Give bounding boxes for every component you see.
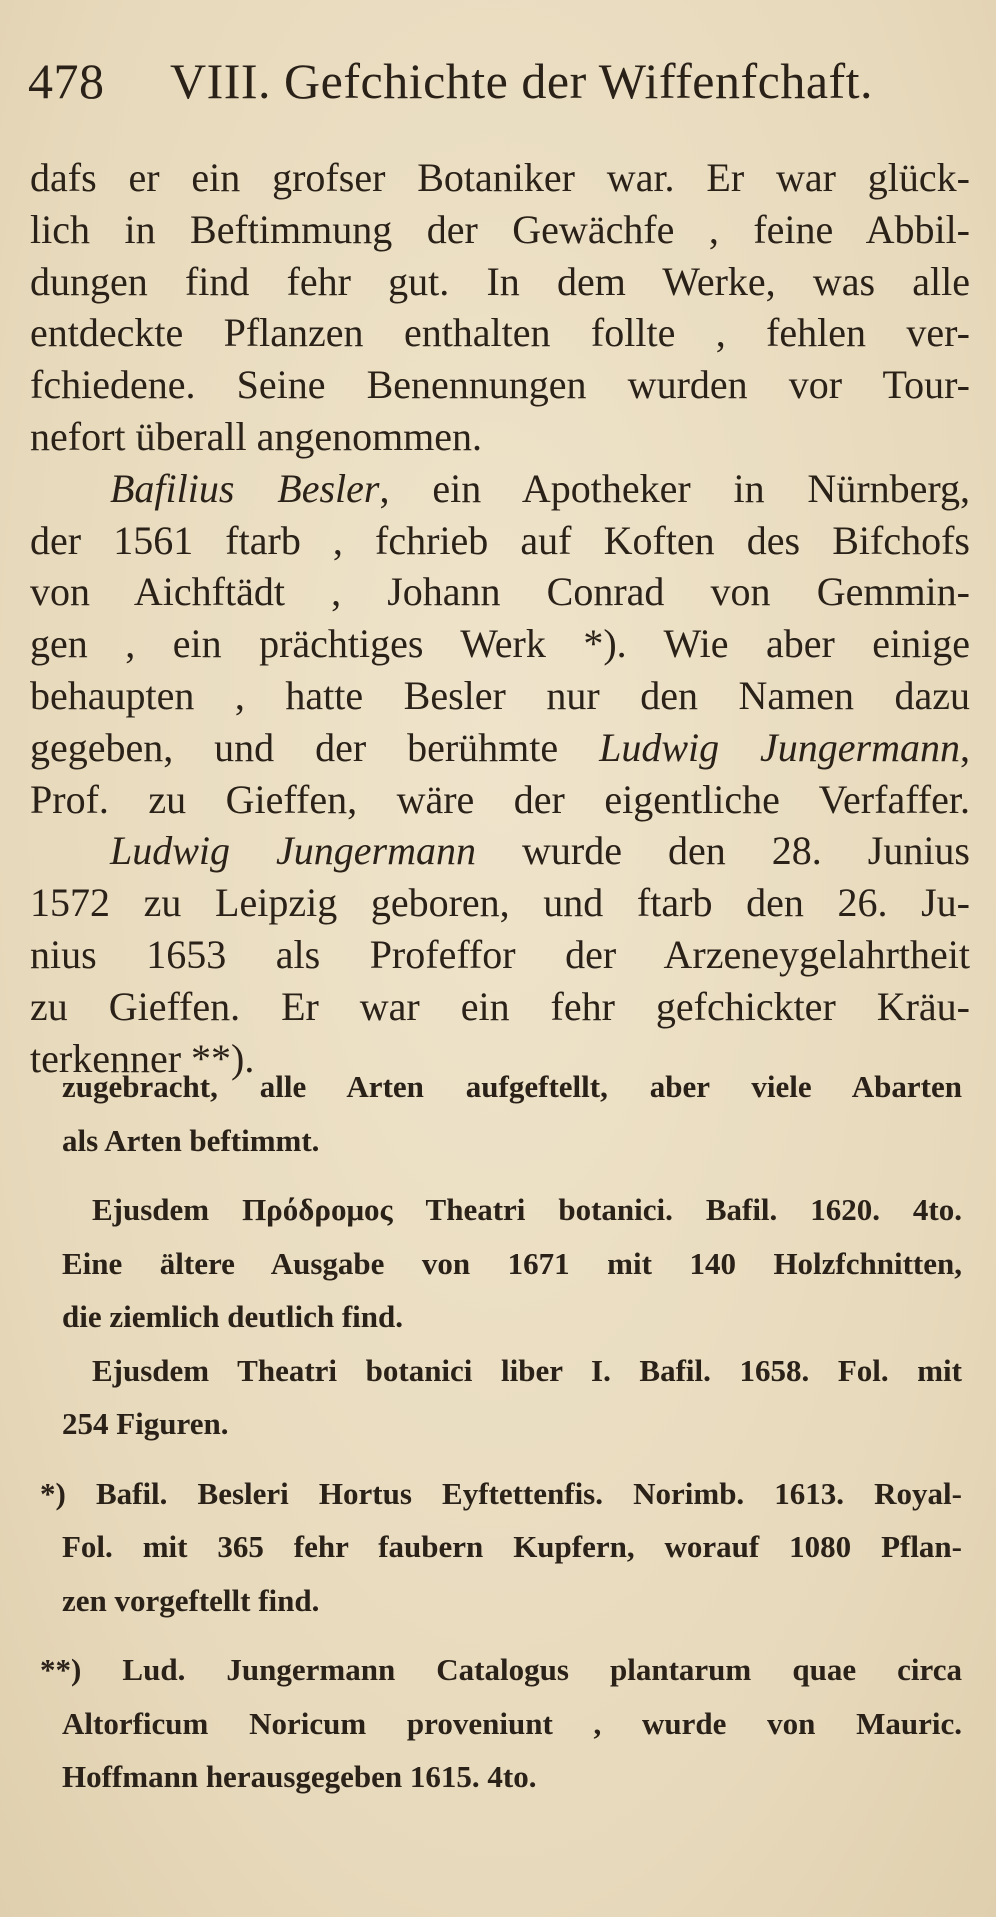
footnote-line: Hoffmann herausgegeben 1615. 4to.	[62, 1759, 537, 1794]
page-number: 478	[28, 53, 105, 109]
person-name-besler: Bafilius Besler	[110, 465, 380, 511]
footnote-line: Ejusdem Theatri botanici liber I. Bafil. 1658. Fol. mit	[92, 1352, 962, 1388]
person-name-jungermann: Ludwig Jungermann	[599, 724, 960, 770]
footnote-line: 254 Figuren.	[62, 1406, 229, 1441]
footnote-line: die ziemlich deutlich find.	[62, 1299, 403, 1334]
text-line: behaupten , hatte Besler nur den Namen dazu	[30, 672, 970, 718]
text-line: dungen find fehr gut. In dem Werke, was alle	[30, 258, 970, 304]
text-line: fchiedene. Seine Benennungen wurden vor Tour-	[30, 362, 970, 408]
text-line: gen , ein prächtiges Werk *). Wie aber einige	[30, 621, 970, 667]
running-header	[28, 52, 968, 122]
footnote-line: **) Lud. Jungermann Catalogus plantarum quae circa	[40, 1652, 962, 1687]
text-line: 1572 zu Leipzig geboren, und ftarb den 26. Ju-	[30, 880, 970, 926]
text-line: von Aichftädt , Johann Conrad von Gemmin-	[30, 569, 970, 615]
text-line: zu Gieffen. Er war ein fehr gefchickter Kräu-	[30, 983, 970, 1029]
footnote-line: Altorficum Noricum proveniunt , wurde von Mauric.	[62, 1705, 962, 1741]
footnote-line: Eine ältere Ausgabe von 1671 mit 140 Holzfchnitten,	[62, 1245, 962, 1281]
text-line: Prof. zu Gieffen, wäre der eigentliche Verfaffer.	[30, 776, 970, 822]
text-line: lich in Beftimmung der Gewächfe , feine Abbil-	[30, 206, 970, 252]
footnote-line: Ejusdem Πρόδρομος Theatri botanici. Bafil. 1620. 4to.	[92, 1192, 962, 1227]
text-line: nius 1653 als Profeffor der Arzeneygelahrtheit	[30, 931, 970, 977]
text-line-jungermann-start: Ludwig Jungermann wurde den 28. Junius	[110, 828, 971, 874]
footnote-line: als Arten beftimmt.	[62, 1122, 320, 1158]
footnote-line: Fol. mit 365 fehr faubern Kupfern, worauf 1080 Pflan-	[62, 1529, 962, 1564]
text-line-besler	[30, 463, 970, 515]
main-text	[30, 152, 970, 1084]
footnote-line: zugebracht, alle Arten aufgeftellt, aber viele Abarten	[62, 1069, 962, 1104]
text-line: entdeckte Pflanzen enthalten follte , fehlen ver-	[30, 310, 970, 356]
running-title: VIII. Gefchichte der Wiffenfchaft.	[170, 53, 874, 109]
text-line: dafs er ein grofser Botaniker war. Er war glück-	[30, 155, 970, 200]
footnote-line: zen vorgeftellt find.	[62, 1582, 320, 1618]
text-fragment: , ein Apotheker in Nürnberg,	[379, 465, 970, 511]
text-line: der 1561 ftarb , fchrieb auf Koften des Bifchofs	[30, 517, 970, 563]
text-line: terkenner **).	[30, 1035, 255, 1081]
text-line-jungermann: gegeben, und der berühmte Ludwig Jungermann,	[30, 724, 970, 770]
footnote-line: *) Bafil. Besleri Hortus Eyftettenfis. Norimb. 1613. Royal-	[40, 1475, 962, 1511]
person-name-jungermann-2: Ludwig Jungermann	[110, 828, 477, 874]
text-line: nefort überall angenommen.	[30, 413, 483, 459]
footnotes	[40, 1060, 962, 1804]
